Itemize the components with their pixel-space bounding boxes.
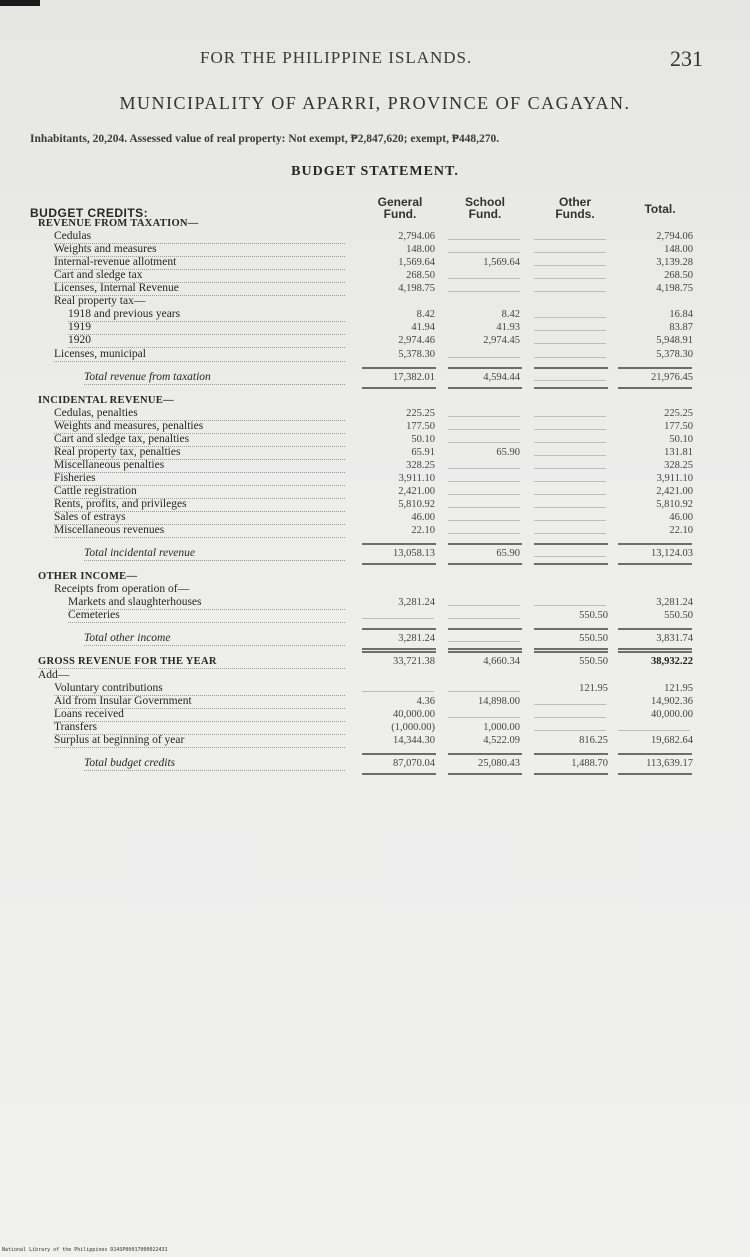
empty-cell-rule: [448, 416, 520, 417]
school-fund-cell: 4,594.44: [483, 371, 520, 383]
table-row: [0, 632, 750, 645]
total-cell: 3,831.74: [656, 633, 693, 645]
table-row: [0, 282, 750, 295]
total-rule: [618, 773, 692, 775]
total-rule: [534, 387, 608, 389]
total-rule: [362, 773, 436, 775]
general-fund-cell: 17,382.01: [393, 371, 435, 383]
total-cell: 3,139.28: [656, 257, 693, 269]
empty-cell-rule: [448, 618, 520, 619]
empty-cell-rule: [534, 252, 606, 253]
empty-cell-rule: [534, 357, 606, 358]
empty-cell-rule: [448, 520, 520, 521]
row-label: Sales of estrays: [54, 511, 345, 525]
general-fund-cell: 13,058.13: [393, 548, 435, 560]
other-funds-cell: 121.95: [579, 682, 608, 694]
column-header-total: Total.: [644, 202, 676, 216]
general-fund-cell: 148.00: [406, 244, 435, 256]
row-label: Internal-revenue allotment: [54, 256, 345, 270]
row-label: Cemeteries: [68, 609, 345, 623]
row-label: Licenses, Internal Revenue: [54, 282, 345, 296]
total-cell: 113,639.17: [646, 757, 693, 769]
total-rule: [362, 563, 436, 565]
subtotal-rule: [448, 367, 522, 369]
row-label: Markets and slaughterhouses: [68, 596, 345, 610]
total-cell: 3,281.24: [656, 597, 693, 609]
total-cell: 268.50: [664, 270, 693, 282]
row-label: Total budget credits: [84, 757, 345, 771]
column-header-school-line2: Fund.: [468, 207, 502, 221]
row-label: Receipts from operation of—: [54, 583, 190, 596]
general-fund-cell: 5,810.92: [398, 499, 435, 510]
total-cell: 13,124.03: [651, 548, 693, 560]
table-row: [0, 230, 750, 243]
total-cell: 2,794.06: [656, 231, 693, 243]
table-row: [0, 243, 750, 256]
general-fund-cell: 2,974.46: [398, 335, 435, 347]
row-label: Transfers: [54, 721, 345, 735]
row-label: Miscellaneous revenues: [54, 524, 345, 538]
table-row: [0, 348, 750, 361]
row-label: Fisheries: [54, 472, 345, 486]
empty-cell-rule: [534, 442, 606, 443]
empty-cell-rule: [448, 507, 520, 508]
general-fund-cell: 87,070.04: [393, 757, 435, 769]
school-fund-cell: 4,660.34: [483, 656, 520, 668]
empty-cell-rule: [534, 556, 606, 557]
general-fund-cell: 65.91: [411, 446, 435, 458]
table-row: [0, 321, 750, 334]
total-cell: 131.81: [664, 446, 693, 458]
total-rule: [448, 563, 522, 565]
total-cell: 83.87: [669, 322, 693, 334]
total-rule: [448, 387, 522, 389]
row-label: Loans received: [54, 708, 345, 722]
other-funds-cell: 550.50: [579, 610, 608, 622]
total-rule: [448, 648, 522, 650]
empty-cell-rule: [534, 317, 606, 318]
general-fund-cell: 4.36: [416, 695, 435, 707]
row-label: GROSS REVENUE FOR THE YEAR: [38, 655, 345, 669]
school-fund-cell: 1,569.64: [483, 257, 520, 269]
total-cell: 46.00: [669, 512, 693, 524]
column-header-other-line2: Funds.: [555, 207, 595, 221]
total-cell: 3,911.10: [656, 472, 693, 484]
table-row: [0, 511, 750, 524]
subtotal-rule: [534, 543, 608, 545]
row-label: 1920: [68, 334, 345, 348]
row-label: Aid from Insular Government: [54, 695, 345, 709]
municipality-title: MUNICIPALITY OF APARRI, PROVINCE OF CAGAYAN.: [119, 93, 631, 113]
subtotal-rule: [534, 753, 608, 755]
school-fund-cell: 2,974.45: [483, 335, 520, 347]
general-fund-cell: 177.50: [406, 420, 435, 432]
total-cell: 40,000.00: [651, 708, 693, 720]
empty-cell-rule: [448, 278, 520, 279]
general-fund-cell: 41.94: [411, 322, 435, 334]
empty-cell-rule: [448, 605, 520, 606]
table-row: [0, 295, 750, 308]
empty-cell-rule: [448, 291, 520, 292]
total-cell: 148.00: [664, 244, 693, 256]
table-row: [0, 256, 750, 269]
empty-cell-rule: [448, 468, 520, 469]
subtotal-rule: [618, 753, 692, 755]
row-label: Weights and measures, penalties: [54, 420, 345, 434]
total-rule: [618, 648, 692, 650]
general-fund-cell: 5,378.30: [398, 348, 435, 360]
general-fund-cell: 2,794.06: [398, 231, 435, 243]
school-fund-cell: 8.42: [501, 309, 520, 321]
total-cell: 5,810.92: [656, 499, 693, 510]
total-cell: 19,682.64: [651, 734, 693, 746]
general-fund-cell: 3,911.10: [398, 472, 435, 484]
table-row: [0, 721, 750, 734]
subtotal-rule: [362, 628, 436, 630]
general-fund-cell: 33,721.38: [393, 656, 435, 668]
school-fund-cell: 4,522.09: [483, 734, 520, 746]
table-row: [0, 695, 750, 708]
total-rule: [618, 387, 692, 389]
subtotal-rule: [362, 543, 436, 545]
row-label: Total revenue from taxation: [84, 371, 345, 385]
general-fund-cell: 8.42: [416, 309, 435, 321]
running-title: FOR THE PHILIPPINE ISLANDS.: [200, 48, 473, 67]
other-funds-cell: 1,488.70: [571, 757, 608, 769]
table-row: [0, 446, 750, 459]
row-label: Total other income: [84, 632, 345, 646]
empty-cell-rule: [448, 641, 520, 642]
row-label: Surplus at beginning of year: [54, 734, 345, 748]
other-funds-cell: 816.25: [579, 734, 608, 746]
general-fund-cell: 22.10: [411, 525, 435, 537]
row-label: Voluntary contributions: [54, 682, 345, 696]
total-cell: 21,976.45: [651, 371, 693, 383]
empty-cell-rule: [534, 507, 606, 508]
row-label: OTHER INCOME—: [38, 571, 138, 583]
table-row: [0, 655, 750, 668]
empty-cell-rule: [448, 691, 520, 692]
total-cell: 2,421.00: [656, 485, 693, 497]
table-row: [0, 334, 750, 347]
budget-statement-title: BUDGET STATEMENT.: [291, 164, 459, 179]
empty-cell-rule: [534, 330, 606, 331]
total-cell: 16.84: [669, 309, 693, 321]
empty-cell-rule: [534, 468, 606, 469]
table-row: [0, 570, 750, 583]
empty-cell-rule: [448, 494, 520, 495]
subtotal-rule: [618, 628, 692, 630]
total-rule: [362, 648, 436, 650]
total-cell: 5,378.30: [656, 348, 693, 360]
empty-cell-rule: [534, 533, 606, 534]
subtotal-rule: [448, 651, 522, 653]
page-number: 231: [670, 46, 703, 71]
table-row: [0, 583, 750, 596]
table-row: [0, 269, 750, 282]
row-label: 1919: [68, 321, 345, 335]
row-label: Cattle registration: [54, 485, 345, 499]
table-row: [0, 217, 750, 230]
empty-cell-rule: [362, 691, 434, 692]
total-rule: [362, 387, 436, 389]
row-label: INCIDENTAL REVENUE—: [38, 394, 174, 406]
table-row: [0, 394, 750, 407]
total-cell: 14,902.36: [651, 695, 693, 707]
subtotal-rule: [618, 543, 692, 545]
table-row: [0, 485, 750, 498]
empty-cell-rule: [448, 717, 520, 718]
subtotal-rule: [448, 628, 522, 630]
empty-cell-rule: [618, 730, 690, 731]
empty-cell-rule: [534, 717, 606, 718]
row-label: Add—: [38, 668, 70, 681]
table-row: [0, 459, 750, 472]
table-row: [0, 433, 750, 446]
empty-cell-rule: [534, 520, 606, 521]
total-rule: [618, 563, 692, 565]
total-rule: [534, 648, 608, 650]
empty-cell-rule: [534, 278, 606, 279]
column-header-school-line1: School: [464, 195, 505, 209]
total-cell: 5,948.91: [656, 335, 693, 347]
table-row: [0, 371, 750, 384]
row-label: Weights and measures: [54, 243, 345, 257]
footer-library-id: National Library of the Philippines D14SP00017000022431: [2, 1247, 168, 1253]
column-header-other-line1: Other: [558, 195, 591, 209]
general-fund-cell: 225.25: [406, 407, 435, 419]
empty-cell-rule: [362, 618, 434, 619]
general-fund-cell: 1,569.64: [398, 257, 435, 269]
total-cell: 225.25: [664, 407, 693, 419]
row-label: Real property tax, penalties: [54, 446, 345, 460]
total-cell: 550.50: [664, 610, 693, 622]
row-label: Rents, profits, and privileges: [54, 498, 345, 512]
total-cell: 38,932.22: [651, 656, 693, 668]
general-fund-cell: 4,198.75: [398, 283, 435, 295]
subtotal-rule: [534, 628, 608, 630]
row-label: Cart and sledge tax: [54, 269, 345, 283]
table-row: [0, 420, 750, 433]
table-row: [0, 596, 750, 609]
subtotal-rule: [618, 367, 692, 369]
column-header-general-line1: General: [377, 195, 423, 209]
total-cell: 4,198.75: [656, 283, 693, 295]
general-fund-cell: 328.25: [406, 459, 435, 471]
school-fund-cell: 14,898.00: [478, 695, 520, 707]
row-label: Miscellaneous penalties: [54, 459, 345, 473]
table-row: [0, 669, 750, 682]
table-row: [0, 498, 750, 511]
total-cell: 22.10: [669, 525, 693, 537]
empty-cell-rule: [448, 481, 520, 482]
empty-cell-rule: [448, 429, 520, 430]
empty-cell-rule: [534, 380, 606, 381]
row-label: REVENUE FROM TAXATION—: [38, 218, 199, 229]
inhabitants-line: Inhabitants, 20,204. Assessed value of real property: Not exempt, ₱2,847,620; exempt, ₱448,270.: [30, 133, 500, 145]
empty-cell-rule: [534, 481, 606, 482]
subtotal-rule: [618, 651, 692, 653]
general-fund-cell: 46.00: [411, 512, 435, 524]
general-fund-cell: 50.10: [411, 433, 435, 445]
table-row: [0, 472, 750, 485]
empty-cell-rule: [448, 533, 520, 534]
total-cell: 177.50: [664, 420, 693, 432]
row-label: Cedulas, penalties: [54, 407, 345, 421]
row-label: Cedulas: [54, 230, 345, 244]
general-fund-cell: (1,000.00): [391, 721, 435, 733]
row-label: Real property tax—: [54, 295, 146, 308]
table-row: [0, 757, 750, 770]
table-row: [0, 609, 750, 622]
subtotal-rule: [362, 651, 436, 653]
subtotal-rule: [362, 367, 436, 369]
empty-cell-rule: [534, 343, 606, 344]
table-row: [0, 708, 750, 721]
row-label: Cart and sledge tax, penalties: [54, 433, 345, 447]
school-fund-cell: 1,000.00: [483, 721, 520, 733]
row-label: 1918 and previous years: [68, 308, 345, 322]
total-cell: 121.95: [664, 682, 693, 694]
total-rule: [534, 773, 608, 775]
empty-cell-rule: [534, 494, 606, 495]
general-fund-cell: 40,000.00: [393, 708, 435, 720]
school-fund-cell: 41.93: [496, 322, 520, 334]
empty-cell-rule: [534, 605, 606, 606]
other-funds-cell: 550.50: [579, 656, 608, 668]
column-header-general-line2: Fund.: [383, 207, 417, 221]
subtotal-rule: [448, 753, 522, 755]
total-rule: [448, 773, 522, 775]
table-row: [0, 524, 750, 537]
school-fund-cell: 65.90: [496, 548, 520, 560]
empty-cell-rule: [448, 252, 520, 253]
subtotal-rule: [534, 367, 608, 369]
table-row: [0, 734, 750, 747]
row-label: Total incidental revenue: [84, 547, 345, 561]
empty-cell-rule: [534, 730, 606, 731]
general-fund-cell: 3,281.24: [398, 597, 435, 609]
general-fund-cell: 14,344.30: [393, 734, 435, 746]
general-fund-cell: 3,281.24: [398, 633, 435, 645]
budget-credits-heading: BUDGET CREDITS:: [30, 206, 149, 220]
subtotal-rule: [448, 543, 522, 545]
school-fund-cell: 65.90: [496, 446, 520, 458]
total-cell: 328.25: [664, 459, 693, 471]
table-row: [0, 407, 750, 420]
general-fund-cell: 268.50: [406, 270, 435, 282]
school-fund-cell: 25,080.43: [478, 757, 520, 769]
empty-cell-rule: [448, 442, 520, 443]
empty-cell-rule: [534, 416, 606, 417]
empty-cell-rule: [534, 291, 606, 292]
total-rule: [534, 563, 608, 565]
table-row: [0, 308, 750, 321]
other-funds-cell: 550.50: [579, 633, 608, 645]
empty-cell-rule: [534, 429, 606, 430]
total-cell: 50.10: [669, 433, 693, 445]
empty-cell-rule: [534, 704, 606, 705]
subtotal-rule: [362, 753, 436, 755]
table-row: [0, 682, 750, 695]
general-fund-cell: 2,421.00: [398, 485, 435, 497]
subtotal-rule: [534, 651, 608, 653]
empty-cell-rule: [448, 239, 520, 240]
empty-cell-rule: [534, 265, 606, 266]
empty-cell-rule: [448, 357, 520, 358]
row-label: Licenses, municipal: [54, 348, 345, 362]
empty-cell-rule: [534, 239, 606, 240]
table-row: [0, 547, 750, 560]
empty-cell-rule: [534, 455, 606, 456]
